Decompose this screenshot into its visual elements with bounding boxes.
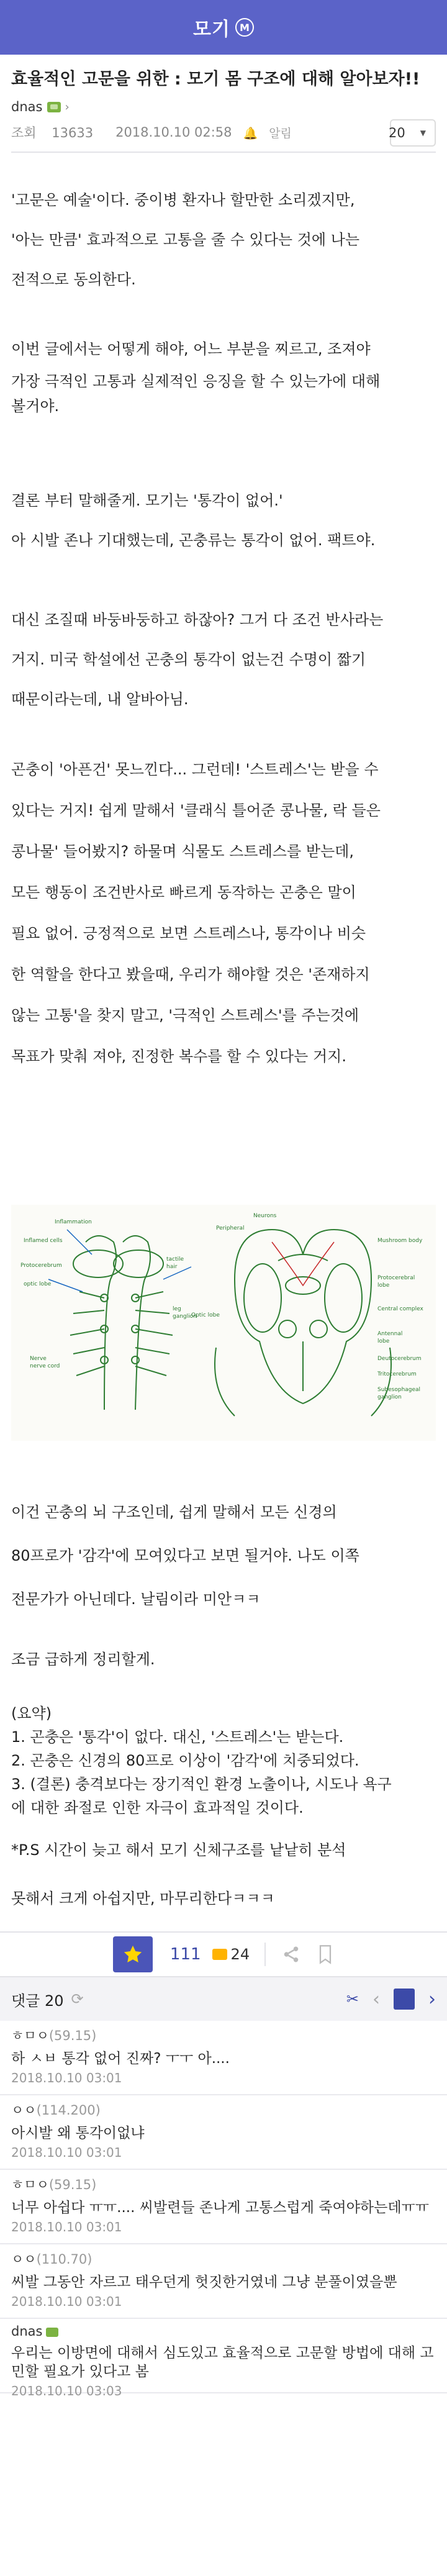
text-line: 전적으로 동의한다. <box>11 271 136 288</box>
comment-ip: (59.15) <box>48 2177 97 2192</box>
post-action-bar <box>0 1931 447 1977</box>
diagram-label: Deutocerebrum <box>377 1356 422 1362</box>
comment-text: 하 ㅅㅂ 통각 없어 진짜? ㅜㅜ 아.... <box>11 2051 230 2067</box>
post-title: 효율적인 고문을 위한 : 모기 몸 구조에 대해 알아보자!! <box>11 70 420 89</box>
paragraph-6 <box>11 1490 436 1621</box>
text-line: 거지. 미국 학설에선 곤충의 통각이 없는건 수명이 짧기 <box>11 651 366 668</box>
text-line: 조금 급하게 정리할게. <box>11 1651 155 1668</box>
comment-count-value: 24 <box>230 1946 250 1963</box>
comment-text: 아시발 왜 통각이없냐 <box>11 2125 145 2141</box>
diagram-label: ganglion <box>377 1394 402 1400</box>
summary-line: 1. 곤충은 '통각'이 없다. 대신, '스트레스'는 받는다. <box>11 1728 344 1746</box>
comment-count[interactable] <box>212 1946 250 1963</box>
share-icon[interactable] <box>282 1945 300 1964</box>
diagram-label: Optic lobe <box>191 1312 220 1318</box>
comment-item <box>0 2244 447 2319</box>
paragraph-8 <box>11 1826 436 1923</box>
divider <box>264 1943 266 1966</box>
comment-author[interactable] <box>11 2026 436 2044</box>
diagram-label: Protocerebral <box>377 1275 415 1281</box>
comment-time: 2018.10.10 03:03 <box>11 2383 122 2398</box>
comment-author[interactable] <box>11 2175 436 2193</box>
diagram-label: Mushroom body <box>377 1238 423 1244</box>
text-line: '고문은 예술'이다. 중이병 환자나 할만한 소리겠지만, <box>11 191 355 209</box>
view-count <box>11 123 104 142</box>
text-line: 전문가가 아닌데다. 날림이라 미안ㅋㅋ <box>11 1590 261 1608</box>
comment-item <box>0 2095 447 2170</box>
diagram-label: Nerve <box>30 1356 47 1362</box>
diagram-label: hair <box>166 1264 178 1270</box>
member-level-icon <box>46 2328 58 2337</box>
comment-page-indicator[interactable] <box>394 1989 415 2010</box>
comment-text: 씨발 그동안 자르고 태우던게 헛짓한거였네 그냥 분풀이였을뿐 <box>11 2274 397 2290</box>
comment-ip: (110.70) <box>36 2252 93 2267</box>
font-size-select[interactable] <box>390 119 436 147</box>
diagram-label: nerve cord <box>30 1363 60 1369</box>
chevron-left-icon[interactable]: ‹ <box>372 1988 380 2010</box>
summary-line: 3. (결론) 충격보다는 장기적인 환경 노출이나, 시도나 욕구 <box>11 1776 392 1793</box>
comment-item <box>0 2170 447 2244</box>
comment-nav <box>346 1989 436 2010</box>
text-line: 가장 극적인 고통과 실제적인 응징을 할 수 있는가에 대해 <box>11 373 381 390</box>
author-name[interactable]: dnas <box>11 99 43 115</box>
comment-item <box>0 2021 447 2095</box>
comment-author-name: ㅇㅇ <box>11 2103 37 2118</box>
paragraph-3 <box>11 481 436 560</box>
diagram-label: lobe <box>377 1338 390 1345</box>
text-line: *P.S 시간이 늦고 해서 모기 신체구조를 낱낱히 분석 <box>11 1841 346 1859</box>
summary-line: 에 대한 좌절로 인한 자극이 효과적일 것이다. <box>11 1799 304 1816</box>
diagram-label: Tritocerebrum <box>377 1371 417 1377</box>
comment-author[interactable] <box>11 2324 436 2339</box>
alarm-button[interactable] <box>243 124 303 141</box>
author-row[interactable] <box>11 99 436 114</box>
chevron-right-icon[interactable]: › <box>428 1988 436 2010</box>
comment-text: 너무 아쉽다 ㅠㅠ.... 씨발련들 존나게 고통스럽게 죽여야하는데ㅠㅠ <box>11 2200 429 2216</box>
paragraph-7 <box>11 1639 436 1679</box>
views-label: 조회 <box>11 125 37 141</box>
top-bar <box>0 0 447 55</box>
text-line: 한 역할을 한다고 봤을때, 우리가 해야할 것은 '존재하지 <box>11 966 370 983</box>
comment-author-name: ㅎㅁㅇ <box>11 2028 49 2043</box>
comment-time: 2018.10.10 03:01 <box>11 2145 122 2160</box>
paragraph-2 <box>11 329 436 419</box>
paragraph-1 <box>11 180 436 299</box>
text-line: 대신 조질때 바둥바둥하고 하잖아? 그거 다 조건 반사라는 <box>11 611 384 628</box>
text-line: 곤충이 '아픈건' 못느낀다... 그런데! '스트레스'는 받을 수 <box>11 761 379 778</box>
comment-author[interactable] <box>11 2249 436 2268</box>
board-title[interactable]: 모기 <box>193 19 230 40</box>
post-datetime: 2018.10.10 02:58 <box>115 125 232 140</box>
text-line: 때문이라는데, 내 알바아님. <box>11 691 189 708</box>
text-line: 못해서 크게 아쉽지만, 마무리한다ㅋㅋㅋ <box>11 1890 275 1907</box>
comment-author-name: dnas <box>11 2324 43 2339</box>
diagram-label: tactile <box>166 1256 184 1263</box>
summary-block <box>11 1702 436 1820</box>
comment-ip: (114.200) <box>36 2103 101 2118</box>
comment-icon <box>212 1949 227 1960</box>
comment-ip: (59.15) <box>48 2028 97 2043</box>
alarm-label: 알림 <box>269 126 292 140</box>
text-line: 모든 행동이 조건반사로 빠르게 동작하는 곤충은 말이 <box>11 884 356 901</box>
diagram-label: Protocerebrum <box>20 1263 62 1269</box>
text-line: 80프로가 '감각'에 모여있다고 보면 될거야. 나도 이쪽 <box>11 1547 359 1564</box>
report-icon[interactable]: ✂ <box>346 1990 359 2008</box>
diagram-label: leg <box>173 1306 181 1312</box>
text-line: '아는 만큼' 효과적으로 고통을 줄 수 있다는 것에 나는 <box>11 231 360 248</box>
diagram-label: Central complex <box>377 1306 423 1312</box>
bookmark-icon[interactable] <box>317 1944 334 1964</box>
comment-author-name: ㅎㅁㅇ <box>11 2177 49 2192</box>
summary-line: (요약) <box>11 1705 52 1722</box>
diagram-label: Peripheral <box>216 1225 245 1231</box>
summary-line: 2. 곤충은 신경의 80프로 이상이 '감각'에 치중되었다. <box>11 1752 359 1769</box>
diagram-label: ganglion <box>173 1313 197 1320</box>
recommend-count: 111 <box>169 1945 201 1964</box>
text-line: 이건 곤충의 뇌 구조인데, 쉽게 말해서 모든 신경의 <box>11 1503 337 1521</box>
comment-item <box>0 2319 447 2398</box>
diagram-label: Inflammation <box>55 1219 92 1225</box>
refresh-icon[interactable]: ⟳ <box>71 1990 84 2008</box>
views-value: 13633 <box>52 125 94 141</box>
comment-time: 2018.10.10 03:01 <box>11 2220 122 2234</box>
bell-icon: 🔔 <box>243 126 258 140</box>
post-header <box>0 55 447 153</box>
text-line: 아 시발 존나 기대했는데, 곤충류는 통각이 없어. 팩트야. <box>11 532 376 549</box>
star-icon <box>122 1944 143 1965</box>
text-line: 않는 고통'을 찾지 말고, '극적인 스트레스'를 주는것에 <box>11 1007 359 1024</box>
minor-gallery-badge: M <box>235 18 254 37</box>
text-line: 결론 부터 말해줄게. 모기는 '통각이 없어.' <box>11 492 283 509</box>
text-line: 필요 없어. 긍정적으로 보면 스트레스나, 통각이나 비슷 <box>11 925 366 942</box>
insect-brain-diagram <box>11 1205 436 1441</box>
comment-author-name: ㅇㅇ <box>11 2252 37 2267</box>
comment-time: 2018.10.10 03:01 <box>11 2294 122 2309</box>
text-line: 목표가 맞춰 져야, 진정한 복수를 할 수 있다는 거지. <box>11 1048 346 1065</box>
diagram-label: Subesophageal <box>377 1387 421 1393</box>
recommend-button[interactable] <box>113 1936 153 1972</box>
comment-header <box>0 1977 447 2021</box>
diagram-label: optic lobe <box>24 1281 52 1287</box>
comment-author[interactable] <box>11 2100 436 2119</box>
paragraph-4 <box>11 600 436 719</box>
chevron-down-icon: ▼ <box>420 129 426 138</box>
diagram-label: lobe <box>377 1282 390 1289</box>
diagram-label: Neurons <box>253 1213 277 1219</box>
text-line: 볼거야. <box>11 397 60 415</box>
member-level-icon <box>47 102 61 112</box>
paragraph-5 <box>11 749 436 1077</box>
font-size-value: 20 <box>389 125 405 141</box>
diagram-label: Inflamed cells <box>24 1238 63 1244</box>
comment-list <box>0 2021 447 2398</box>
comment-time: 2018.10.10 03:01 <box>11 2070 122 2085</box>
post-meta <box>11 123 436 153</box>
comment-text: 우리는 이방면에 대해서 심도있고 효율적으로 고문할 방법에 대해 고민할 필요가 있다고 봄 <box>11 2345 434 2380</box>
chevron-right-icon: › <box>65 100 70 114</box>
comment-header-label: 댓글 20 <box>11 1992 64 2010</box>
text-line: 콩나물' 들어봤지? 하물며 식물도 스트레스를 받는데, <box>11 843 354 860</box>
text-line: 이번 글에서는 어떻게 해야, 어느 부분을 찌르고, 조져야 <box>11 340 371 358</box>
diagram-label: Antennal <box>377 1331 403 1337</box>
text-line: 있다는 거지! 쉽게 말해서 '클래식 틀어준 콩나물, 락 들은 <box>11 802 381 819</box>
